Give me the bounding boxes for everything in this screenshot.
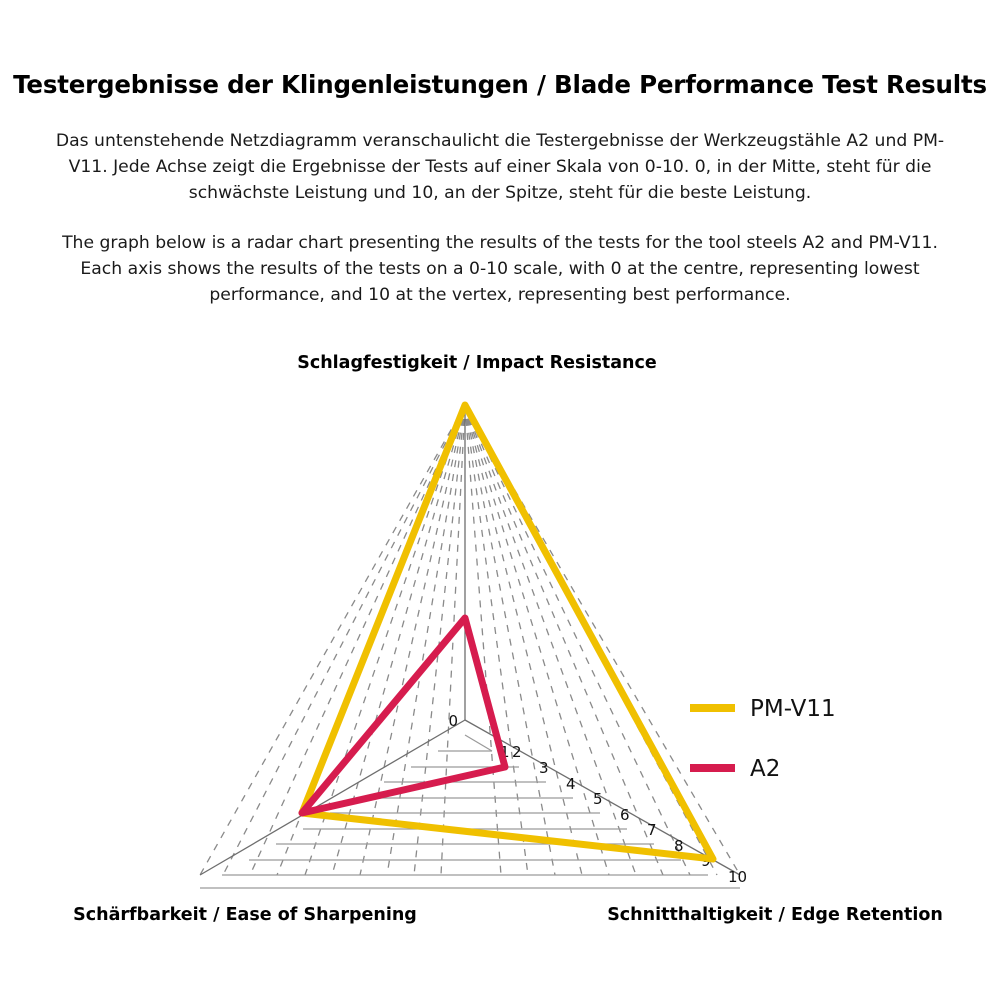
tick-3: 3 xyxy=(539,759,549,777)
legend-label-a2: A2 xyxy=(750,756,781,782)
tick-7: 7 xyxy=(647,821,657,839)
description-german: Das untenstehende Netzdiagramm veranschaulicht die Testergebnisse der Werkzeugstähle A2 und PM-V11. Jede Achse zeigt die Ergebnisse der Tests auf einer Skala von 0-10. 0, in der Mitte, steht für die schwächste Leistung und 10, an der Spitze, steht für die beste Leistung. xyxy=(55,131,945,203)
axis-label-edge-retention: Schnitthaltigkeit / Edge Retention xyxy=(607,905,943,925)
page-title: Testergebnisse der Klingenleistungen / Blade Performance Test Results xyxy=(13,70,987,99)
tick-1: 1 xyxy=(500,743,510,761)
tick-5: 5 xyxy=(593,790,603,808)
tick-2: 2 xyxy=(512,743,522,761)
tick-0: 0 xyxy=(448,712,458,730)
axis-label-ease-of-sharpening: Schärfbarkeit / Ease of Sharpening xyxy=(73,905,417,925)
tick-10: 10 xyxy=(728,868,748,886)
axis-label-impact-resistance: Schlagfestigkeit / Impact Resistance xyxy=(297,353,657,373)
tick-8: 8 xyxy=(674,837,684,855)
tick-4: 4 xyxy=(566,775,576,793)
series-polygon-pmv11 xyxy=(302,405,713,859)
chart-legend xyxy=(690,696,836,782)
tick-6: 6 xyxy=(620,806,630,824)
radar-chart-svg xyxy=(0,340,1000,950)
radar-chart xyxy=(0,340,1000,950)
description-english: The graph below is a radar chart presenting the results of the tests for the tool steels A2 and PM-V11. Each axis shows the results of the tests on a 0-10 scale, with 0 at the centre, representing lowest performance, and 10 at the vertex, representing best performance. xyxy=(62,233,938,305)
legend-label-pmv11: PM-V11 xyxy=(750,696,836,722)
tick-9: 9 xyxy=(701,852,711,870)
series-polygon-a2 xyxy=(302,618,505,813)
